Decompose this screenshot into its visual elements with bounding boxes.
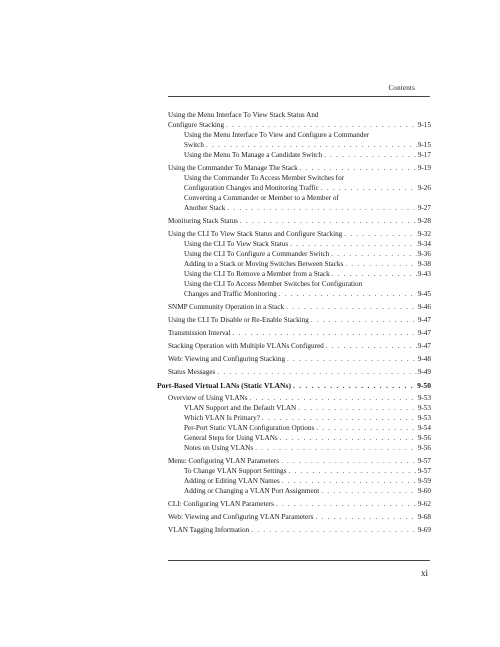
toc-entry-title: Web: Viewing and Configuring VLAN Parameters bbox=[168, 513, 314, 521]
toc-entry[interactable] bbox=[157, 216, 431, 226]
toc-entry-title: Status Messages bbox=[168, 368, 216, 376]
dot-leader bbox=[231, 328, 417, 338]
dot-leader bbox=[296, 403, 417, 413]
toc-entry-title: Adding or Editing VLAN Names bbox=[184, 477, 280, 485]
dot-leader bbox=[277, 289, 417, 299]
toc-entry-title: Web: Viewing and Configuring Stacking bbox=[168, 355, 286, 363]
dot-leader bbox=[319, 486, 417, 496]
toc-entry-title: Transmission Interval bbox=[168, 329, 231, 337]
toc-entry[interactable] bbox=[157, 328, 431, 338]
dot-leader bbox=[260, 413, 417, 423]
footer-rule bbox=[168, 560, 430, 561]
toc-page-number: 9-69 bbox=[417, 526, 431, 534]
toc-page-number: 9-53 bbox=[417, 404, 431, 412]
toc-entry[interactable] bbox=[157, 476, 431, 486]
running-header: Contents bbox=[388, 84, 415, 92]
toc-entry[interactable] bbox=[157, 367, 431, 377]
dot-leader bbox=[215, 367, 416, 377]
dot-leader bbox=[309, 315, 417, 325]
dot-leader bbox=[319, 183, 417, 193]
toc-page-number: 9-47 bbox=[417, 329, 431, 337]
toc-entry-line: Using the Menu Interface To View Stack Status And bbox=[168, 111, 319, 119]
dot-leader bbox=[324, 341, 417, 351]
toc-page-number: 9-54 bbox=[417, 424, 431, 432]
toc-entry-title: Which VLAN Is Primary? bbox=[184, 414, 260, 422]
toc-entry-title: Using the CLI To Disable or Re-Enable Stacking bbox=[168, 316, 309, 324]
dot-leader bbox=[329, 249, 417, 259]
toc-entry[interactable] bbox=[157, 249, 431, 259]
toc-chapter-title: Port-Based Virtual LANs (Static VLANs) bbox=[157, 381, 292, 390]
toc-entry[interactable] bbox=[157, 499, 431, 509]
dot-leader bbox=[284, 302, 417, 312]
toc-entry-title: Using the CLI To Configure a Commander Switch bbox=[184, 250, 330, 258]
toc-page-number: 9-26 bbox=[417, 184, 431, 192]
dot-leader bbox=[225, 203, 416, 213]
toc-page-number: 9-38 bbox=[417, 260, 431, 268]
toc-page-number: 9-57 bbox=[417, 457, 431, 465]
toc-page-number: 9-60 bbox=[417, 487, 431, 495]
dot-leader bbox=[286, 466, 416, 476]
toc-page-number: 9-53 bbox=[417, 414, 431, 422]
toc-page-number: 9-62 bbox=[417, 500, 431, 508]
toc-entry[interactable] bbox=[157, 443, 431, 453]
toc-entry[interactable] bbox=[157, 163, 431, 173]
toc-entry[interactable] bbox=[157, 403, 431, 413]
dot-leader bbox=[204, 140, 417, 150]
toc-entry-title: Switch bbox=[184, 141, 204, 149]
dot-leader bbox=[249, 525, 417, 535]
toc-entry[interactable] bbox=[157, 456, 431, 466]
toc-entry[interactable] bbox=[157, 289, 431, 299]
toc-entry-title: To Change VLAN Support Settings bbox=[184, 467, 287, 475]
toc-page-number: 9-36 bbox=[417, 250, 431, 258]
toc-entry-title: Overview of Using VLANs bbox=[168, 394, 248, 402]
dot-leader bbox=[238, 216, 417, 226]
toc-entry[interactable] bbox=[157, 354, 431, 364]
dot-leader bbox=[288, 239, 417, 249]
toc-page-number: 9-28 bbox=[417, 217, 431, 225]
toc-page-number: 9-68 bbox=[417, 513, 431, 521]
toc-entry-line: Using the Commander To Access Member Switches for bbox=[184, 174, 345, 182]
toc-entry-title: Configuration Changes and Monitoring Traffic bbox=[184, 184, 319, 192]
toc-entry-title: Per-Port Static VLAN Configuration Options bbox=[184, 424, 315, 432]
toc-page-number: 9-34 bbox=[417, 240, 431, 248]
toc-entry-title: Another Stack bbox=[184, 204, 226, 212]
toc-entry-title: Configure Stacking bbox=[168, 121, 225, 129]
toc-page-number: 9-15 bbox=[417, 141, 431, 149]
dot-leader bbox=[274, 499, 417, 509]
dot-leader bbox=[248, 393, 417, 403]
toc-page-number: 9-47 bbox=[417, 316, 431, 324]
toc-entry-title: General Steps for Using VLANs bbox=[184, 434, 278, 442]
toc-page-number: 9-48 bbox=[417, 355, 431, 363]
toc-entry-title: VLAN Tagging Information bbox=[168, 526, 250, 534]
toc-page-number: 9-19 bbox=[417, 164, 431, 172]
toc-page-number: 9-46 bbox=[417, 303, 431, 311]
toc-page-number: 9-49 bbox=[417, 368, 431, 376]
toc-entry[interactable] bbox=[157, 433, 431, 443]
toc-entry-title: Menu: Configuring VLAN Parameters bbox=[168, 457, 280, 465]
dot-leader bbox=[285, 354, 417, 364]
toc-entry[interactable] bbox=[157, 315, 431, 325]
toc-entry[interactable] bbox=[157, 423, 431, 433]
toc-entry[interactable] bbox=[157, 140, 431, 150]
dot-leader bbox=[278, 433, 417, 443]
toc-entry-line: Using the CLI To Access Member Switches for Configuration bbox=[184, 280, 363, 288]
toc-entry[interactable] bbox=[157, 269, 431, 279]
dot-leader bbox=[322, 150, 417, 160]
toc-page-number: 9-27 bbox=[417, 204, 431, 212]
dot-leader bbox=[343, 259, 417, 269]
toc-entry-title: Monitoring Stack Status bbox=[168, 217, 238, 225]
toc-entry-title: Using the Commander To Manage The Stack bbox=[168, 164, 298, 172]
toc-entry-title: VLAN Support and the Default VLAN bbox=[184, 404, 297, 412]
toc-entry[interactable] bbox=[157, 413, 431, 423]
toc-entry[interactable] bbox=[157, 525, 431, 535]
toc-entry[interactable] bbox=[157, 393, 431, 403]
toc-entry-line: Using the Menu Interface To View and Configure a Commander bbox=[184, 131, 370, 139]
toc-page-number: 9-56 bbox=[417, 444, 431, 452]
toc-page-number: 9-32 bbox=[417, 230, 431, 238]
toc-page-number: 9-50 bbox=[417, 381, 431, 390]
toc-entry-title: CLI: Configuring VLAN Parameters bbox=[168, 500, 274, 508]
toc-chapter-entry[interactable] bbox=[157, 381, 431, 391]
toc-entry[interactable] bbox=[157, 150, 431, 160]
dot-leader bbox=[313, 512, 416, 522]
toc-entry-line: Converting a Commander or Member to a Member of bbox=[184, 194, 339, 202]
toc-entry-title: Stacking Operation with Multiple VLANs Configured bbox=[168, 342, 324, 350]
header-rule bbox=[168, 96, 430, 97]
toc-page-number: 9-56 bbox=[417, 434, 431, 442]
dot-leader bbox=[314, 423, 417, 433]
toc-entry[interactable] bbox=[157, 341, 431, 351]
toc-page-number: 9-17 bbox=[417, 151, 431, 159]
toc-entry-title: Adding to a Stack or Moving Switches Between Stacks bbox=[184, 260, 344, 268]
toc-page-number: 9-53 bbox=[417, 394, 431, 402]
toc-entry[interactable] bbox=[157, 302, 431, 312]
toc-entry-title: Adding or Changing a VLAN Port Assignment bbox=[184, 487, 320, 495]
toc-entry[interactable] bbox=[157, 203, 431, 213]
dot-leader bbox=[291, 381, 416, 391]
dot-leader bbox=[280, 476, 417, 486]
toc-entry-title: Changes and Traffic Monitoring bbox=[184, 290, 277, 298]
toc-entry[interactable] bbox=[157, 486, 431, 496]
toc-page-number: 9-15 bbox=[417, 121, 431, 129]
toc-entry[interactable] bbox=[157, 259, 431, 269]
dot-leader bbox=[253, 443, 417, 453]
toc-page-number: 9-59 bbox=[417, 477, 431, 485]
dot-leader bbox=[330, 269, 417, 279]
dot-leader bbox=[224, 120, 417, 130]
page-number: xi bbox=[420, 568, 428, 578]
toc-entry-title: Notes on Using VLANs bbox=[184, 444, 254, 452]
toc-entry[interactable] bbox=[157, 512, 431, 522]
toc-entry[interactable] bbox=[157, 183, 431, 193]
dot-leader bbox=[298, 163, 417, 173]
dot-leader bbox=[342, 229, 417, 239]
toc-entry-title: Using the CLI To View Stack Status and Configure Stacking bbox=[168, 230, 343, 238]
toc-entry-title: Using the CLI To Remove a Member from a Stack bbox=[184, 270, 330, 278]
toc-entry[interactable] bbox=[157, 229, 431, 239]
table-of-contents bbox=[157, 110, 431, 535]
toc-page-number: 9-57 bbox=[417, 467, 431, 475]
toc-page-number: 9-47 bbox=[417, 342, 431, 350]
toc-entry-title: Using the CLI To View Stack Status bbox=[184, 240, 289, 248]
toc-entry[interactable] bbox=[157, 239, 431, 249]
toc-page-number: 9-43 bbox=[417, 270, 431, 278]
toc-page-number: 9-45 bbox=[417, 290, 431, 298]
toc-entry-title: Using the Menu To Manage a Candidate Switch bbox=[184, 151, 323, 159]
dot-leader bbox=[279, 456, 417, 466]
toc-entry[interactable] bbox=[157, 466, 431, 476]
toc-entry[interactable] bbox=[157, 120, 431, 130]
toc-entry-title: SNMP Community Operation in a Stack bbox=[168, 303, 285, 311]
